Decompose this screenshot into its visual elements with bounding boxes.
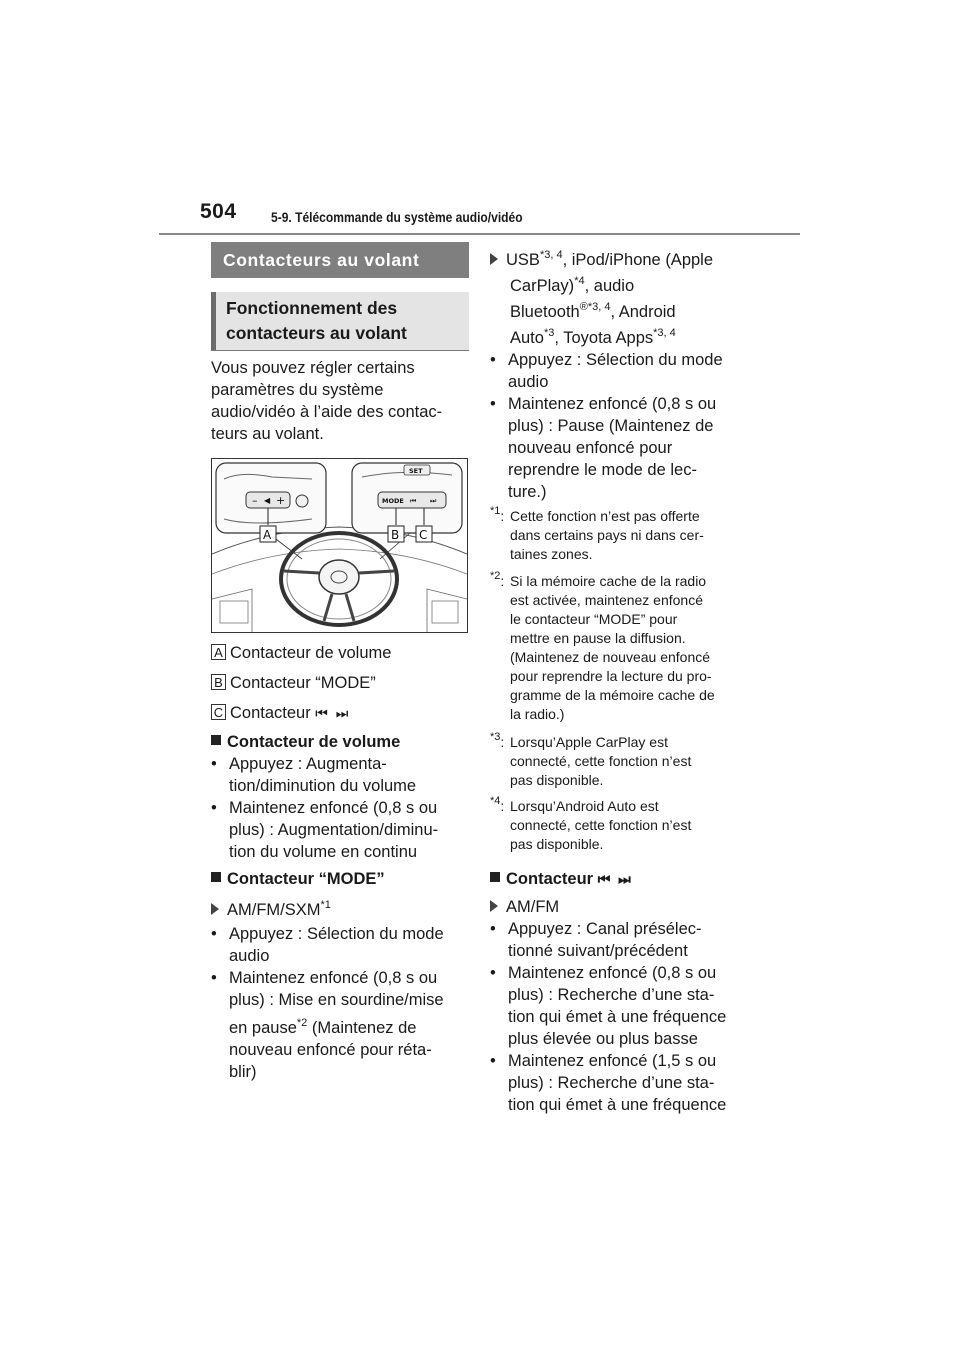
footnote: [490, 797, 752, 854]
footnote: [490, 572, 752, 724]
triangle-bullet-icon: [490, 253, 498, 265]
steering-wheel-illustration: [212, 459, 467, 632]
bullet-text: Appuyez : Canal présélec- tionné suivant/précédent: [508, 920, 702, 960]
triangle-bullet-icon: [211, 903, 219, 915]
skip-icon: ⏮ ⏭: [315, 705, 351, 721]
list-item: [490, 393, 752, 503]
bullet-text: Maintenez enfoncé (0,8 s ou plus) : Augmentation/diminu- tion du volume en continu: [229, 799, 439, 861]
text-line: Vous pouvez régler certains: [211, 359, 415, 377]
source-text: AM/FM: [506, 898, 560, 916]
svg-text:+: +: [276, 494, 286, 507]
subheading-rule: [211, 350, 469, 351]
svg-text:⏮: ⏮: [410, 497, 417, 505]
source-line: [211, 899, 331, 921]
volume-heading: [211, 731, 400, 753]
legend-key: A: [211, 644, 226, 660]
footnote-mark: $^{*3}$:: [490, 731, 505, 750]
bullet-text: Maintenez enfoncé (0,8 s ou plus) : Mise en sourdine/mise en pause$^{*2}$ (Maintenez de nouveau enfoncé pour réta- blir): [229, 969, 444, 1081]
bullet-dot: •: [490, 351, 496, 369]
page-number: 504: [200, 200, 237, 223]
text-line: paramètres du système: [211, 381, 384, 399]
bullet-dot: •: [211, 925, 217, 943]
figure-label-c: C: [419, 528, 428, 542]
figure-label-b: B: [391, 528, 400, 542]
list-item: [211, 923, 469, 967]
footnote-text: Si la mémoire cache de la radio est activée, maintenez enfoncé le contacteur “MODE” pour mettre en pause la diffusion. (Maintenez de nouveau enfoncé pour reprendre la lecture du pro- gramme de la mémoire cache de la radio.): [510, 573, 715, 722]
bullet-dot: •: [490, 964, 496, 982]
footnote-text: Lorsqu’Android Auto est connecté, cette fonction n’est pas disponible.: [510, 798, 692, 852]
bullet-dot: •: [211, 799, 217, 817]
bullet-text: Maintenez enfoncé (1,5 s ou plus) : Recherche d’une sta- tion qui émet à une fréquence: [508, 1052, 727, 1114]
legend-text: Contacteur: [230, 704, 316, 722]
footnote-ref: *1: [320, 899, 331, 911]
bullet-dot: •: [490, 920, 496, 938]
list-item: [211, 967, 469, 1083]
heading-text: Contacteur de volume: [227, 733, 401, 751]
bullet-text: Maintenez enfoncé (0,8 s ou plus) : Pause (Maintenez de nouveau enfoncé pour reprendre le mode de lec- ture.): [508, 395, 717, 501]
footnote-text: Lorsqu’Apple CarPlay est connecté, cette fonction n’est pas disponible.: [510, 734, 692, 788]
text-line: audio/vidéo à l’aide des contac-: [211, 403, 443, 421]
list-item: [490, 918, 752, 962]
subheading: [211, 292, 469, 350]
list-item: [211, 797, 469, 863]
square-bullet-icon: [211, 872, 221, 882]
footnote-text: Cette fonction n’est pas offerte dans certains pays ni dans cer- taines zones.: [510, 508, 704, 562]
legend-item-c: [211, 702, 469, 724]
triangle-bullet-icon: [490, 900, 498, 912]
list-item: [211, 753, 469, 797]
footnote-mark: $^{*1}$:: [490, 505, 505, 524]
svg-text:⏭: ⏭: [430, 497, 437, 505]
skip-heading: [490, 868, 633, 890]
svg-text:–: –: [252, 494, 258, 507]
svg-text:◀: ◀: [264, 496, 271, 505]
bullet-dot: •: [211, 969, 217, 987]
text-line: teurs au volant.: [211, 425, 324, 443]
square-bullet-icon: [211, 735, 221, 745]
subheading-line: contacteurs au volant: [226, 323, 407, 343]
footnote: [490, 733, 752, 790]
legend-item-b: [211, 672, 469, 694]
bullet-dot: •: [490, 395, 496, 413]
legend-key: B: [211, 674, 226, 690]
section-banner: Contacteurs au volant: [211, 242, 469, 278]
bullet-text: Appuyez : Sélection du mode audio: [229, 925, 444, 965]
bullet-text: Appuyez : Augmenta- tion/diminution du volume: [229, 755, 417, 795]
square-bullet-icon: [490, 872, 500, 882]
footnote: [490, 507, 752, 564]
figure-label-a: A: [263, 528, 272, 542]
skip-icon: ⏮ ⏭: [597, 871, 633, 887]
legend-item-a: [211, 642, 469, 664]
heading-text: Contacteur “MODE”: [227, 870, 385, 888]
legend-key: C: [211, 704, 226, 720]
legend-text: Contacteur de volume: [230, 644, 392, 662]
source-list: USB$^{*3, 4}$, iPod/iPhone (Apple CarPlay)$^{*4}$, audio Bluetooth$^{®*3, 4}$, Android Auto$^{*3}$, Toyota Apps$^{*3, 4}$: [490, 247, 752, 351]
bullet-text: Maintenez enfoncé (0,8 s ou plus) : Recherche d’une sta- tion qui émet à une fréquence plus élevée ou plus basse: [508, 964, 727, 1048]
source-line: [490, 896, 559, 918]
page-header: [200, 200, 800, 236]
list-item: [490, 1050, 752, 1116]
header-divider: [159, 233, 800, 235]
section-title: 5-9. Télécommande du système audio/vidéo: [271, 209, 523, 225]
list-item: [490, 962, 752, 1050]
bullet-text: Appuyez : Sélection du mode audio: [508, 351, 723, 391]
mode-heading: [211, 868, 385, 890]
steering-wheel-figure: [211, 458, 468, 633]
set-button-label: SET: [409, 467, 423, 475]
list-item: [490, 349, 752, 393]
footnote-mark: $^{*4}$:: [490, 795, 505, 814]
subheading-line: Fonctionnement des: [226, 298, 398, 318]
source-text: AM/FM/SXM: [227, 901, 321, 919]
bullet-dot: •: [211, 755, 217, 773]
intro-paragraph: [211, 357, 469, 445]
bullet-dot: •: [490, 1052, 496, 1070]
mode-button-label: MODE: [382, 497, 404, 505]
footnote-mark: $^{*2}$:: [490, 570, 505, 589]
heading-text: Contacteur: [506, 870, 598, 888]
legend-text: Contacteur “MODE”: [230, 674, 376, 692]
